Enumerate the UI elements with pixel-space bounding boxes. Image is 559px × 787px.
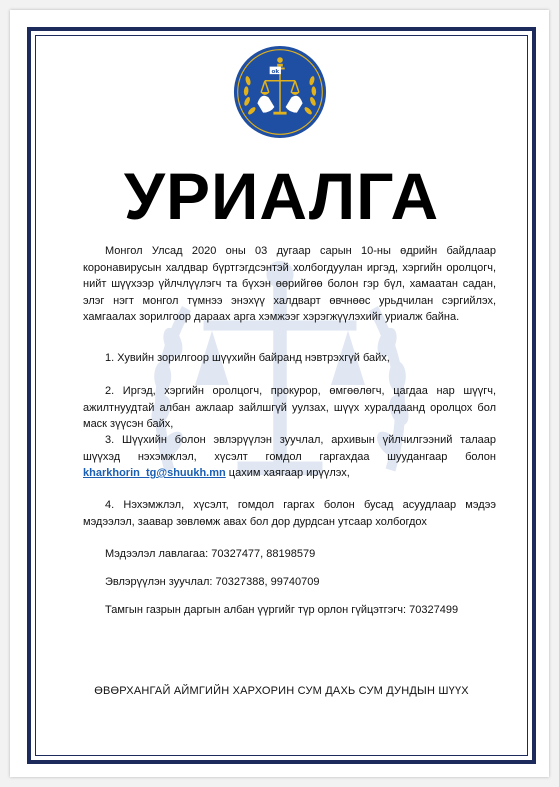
court-name-footer: ӨВӨРХАНГАЙ АЙМГИЙН ХАРХОРИН СУМ ДАХЬ СУМ ДУНДЫН ШҮҮХ	[94, 685, 469, 697]
list-item-1: 1. Хувийн зорилгоор шүүхийн байранд нэвтрэхгүй байх,	[105, 352, 390, 364]
intro-paragraph: Монгол Улсад 2020 оны 03 дугаар сарын 10-ны өдрийн байдлаар коронавирусын халдвар бүртгэгдсэнтэй холбогдуулан иргэд, хэргийн оролцогч, нийт шүүхээр үйлчлүүлэгч та бүхэн өөрийгөө болон гэр бүл, хамаатан садан, элэг нэгт монгол түмнээ энэхүү халдварт өвчнөөс урьдчилан сэргийлэх, хамгаалах зорилгоор дараах арга хэмжээг хэрэгжүүлэхийг уриалж байна.	[83, 245, 496, 323]
contact-mediation-line: Эвлэрүүлэн зуучлал: 70327388, 99740709	[105, 576, 320, 588]
list-item-3-text-end: цахим хаягаар ирүүлэх,	[225, 467, 350, 479]
list-item-2: 2. Иргэд, хэргийн оролцогч, прокурор, өмгөөлөгч, цагдаа нар шүүгч, ажилтнуудтай албан ажлаар зайлшгүй уулзах, шүүх хуралдаанд оролцох бол маск зүүсэн байх,	[83, 385, 496, 430]
svg-text:ok: ok	[271, 69, 280, 76]
list-item-4: 4. Нэхэмжлэл, хүсэлт, гомдол гаргах болон бусад асуудлаар мэдээ мэдээлэл, заавар зөвлөмж авах бол дор дурдсан утсаар холбогдох	[83, 499, 496, 528]
list-item-3	[83, 432, 496, 482]
list-item-3-text: 3. Шүүхийн болон эвлэрүүлэн зуучлал, архивын үйлчилгээний талаар шүүхэд нэхэмжлэл, хүсэлт гомдол гаргахдаа шуудангаар болон	[83, 434, 496, 463]
announcement-title: УРИАЛГА	[123, 159, 440, 233]
contact-secretary-line: Тамгын газрын даргын албан үүргийг түр орлон гүйцэтгэгч: 70327499	[105, 604, 459, 616]
contact-info-line: Мэдээлэл лавлагаа: 70327477, 88198579	[105, 548, 316, 560]
email-link[interactable]: kharkhorin_tg@shuukh.mn	[83, 467, 226, 479]
court-emblem-icon	[233, 45, 327, 139]
